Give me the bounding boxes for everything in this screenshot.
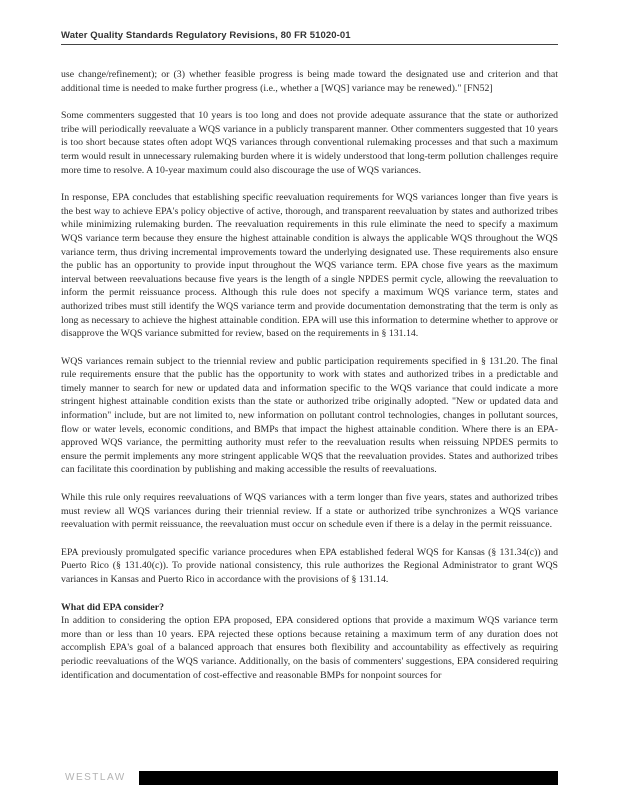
westlaw-logo: WESTLAW — [65, 772, 126, 783]
header-divider — [61, 44, 558, 45]
page-footer — [61, 771, 558, 785]
paragraph-commenter-suggestions: Some commenters suggested that 10 years is too long and does not provide adequate assurance that the state or authorized tribe will periodically reevaluate a WQS variance in a publicly transparent manner. Other commenters suggested that 10 years is too short because states often adopt WQS variances through conventional rulemaking processes and that such a maximum term would result in unnecessary rulemaking burden where it is widely understood that long-term pollution challenges require more time to resolve. A 10-year maximum could also discourage the use of WQS variances. — [61, 110, 558, 176]
document-body — [61, 68, 558, 696]
redaction-bar — [139, 771, 558, 785]
paragraph-epa-response: In response, EPA concludes that establishing specific reevaluation requirements for WQS variances longer than five years is the best way to achieve EPA's policy objective of active, thorough, and transparent reevaluation by states and authorized tribes while minimizing rulemaking burden. The reevaluation requirements in this rule eliminate the need to specify a maximum WQS variance term because they ensure the highest attainable condition is always the applicable WQS throughout the WQS variance term, thus driving incremental improvements toward the underlying designated use. These requirements also ensure the public has an opportunity to provide input throughout the WQS variance term. EPA chose five years as the maximum interval between reevaluations because five years is the length of a single NPDES permit cycle, allowing the reevaluation to inform the permit reissuance process. Although this rule does not specify a maximum WQS variance term, states and authorized tribes must still identify the WQS variance term and provide documentation demonstrating that the term is only as long as necessary to achieve the highest attainable condition. EPA will use this information to determine whether to approve or disapprove the WQS variance submitted for review, based on the requirements in § 131.14. — [61, 192, 558, 340]
document-header-title: Water Quality Standards Regulatory Revisions, 80 FR 51020-01 — [61, 30, 351, 41]
section-heading: What did EPA consider? — [61, 601, 164, 613]
paragraph-reevaluation-scope: While this rule only requires reevaluations of WQS variances with a term longer than five years, states and authorized tribes must review all WQS variances during their triennial review. If a state or authorized tribe synchronizes a WQS variance reevaluation with permit reissuance, the reevaluation must occur on schedule even if there is a delay in the permit reissuance. — [61, 492, 558, 531]
paragraph-kansas-puerto-rico: EPA previously promulgated specific variance procedures when EPA established federal WQS for Kansas (§ 131.34(c)) and Puerto Rico (§ 131.40(c)). To provide national consistency, this rule authorizes the Regional Administrator to grant WQS variances in Kansas and Puerto Rico in accordance with the provisions of § 131.14. — [61, 546, 558, 585]
paragraph-options-considered: In addition to considering the option EPA proposed, EPA considered options that provide a maximum WQS variance term more than or less than 10 years. EPA rejected these options because retaining a maximum term of any duration does not accomplish EPA's goal of a balanced approach that ensures both flexibility and accountability as effectively as requiring periodic reevaluations of the WQS variance. Additionally, on the basis of commenters' suggestions, EPA considered requiring identification and documentation of cost-effective and reasonable BMPs for nonpoint sources for — [61, 615, 558, 681]
paragraph-fn52-continuation: use change/refinement); or (3) whether feasible progress is being made toward the designated use and criterion and that additional time is needed to make further progress (i.e., whether a [WQS] variance may be renewed)." [FN52] — [61, 69, 558, 94]
paragraph-triennial-review: WQS variances remain subject to the triennial review and public participation requirements specified in § 131.20. The final rule requirements ensure that the public has the opportunity to work with states and authorized tribes in a predictable and timely manner to search for new or updated data and information specific to the WQS variance that could indicate a more stringent highest attainable condition exists than the state or authorized tribe originally adopted. "New or updated data and information" include, but are not limited to, new information on pollutant control technologies, changes in pollutant sources, flow or water levels, economic conditions, and BMPs that impact the highest attainable condition. Where there is an EPA-approved WQS variance, the permitting authority must refer to the reevaluation results when reissuing NPDES permits to ensure the permit implements any more stringent applicable WQS that the reevaluation provides. States and authorized tribes can facilitate this coordination by publishing and making accessible the results of reevaluations. — [61, 355, 558, 476]
